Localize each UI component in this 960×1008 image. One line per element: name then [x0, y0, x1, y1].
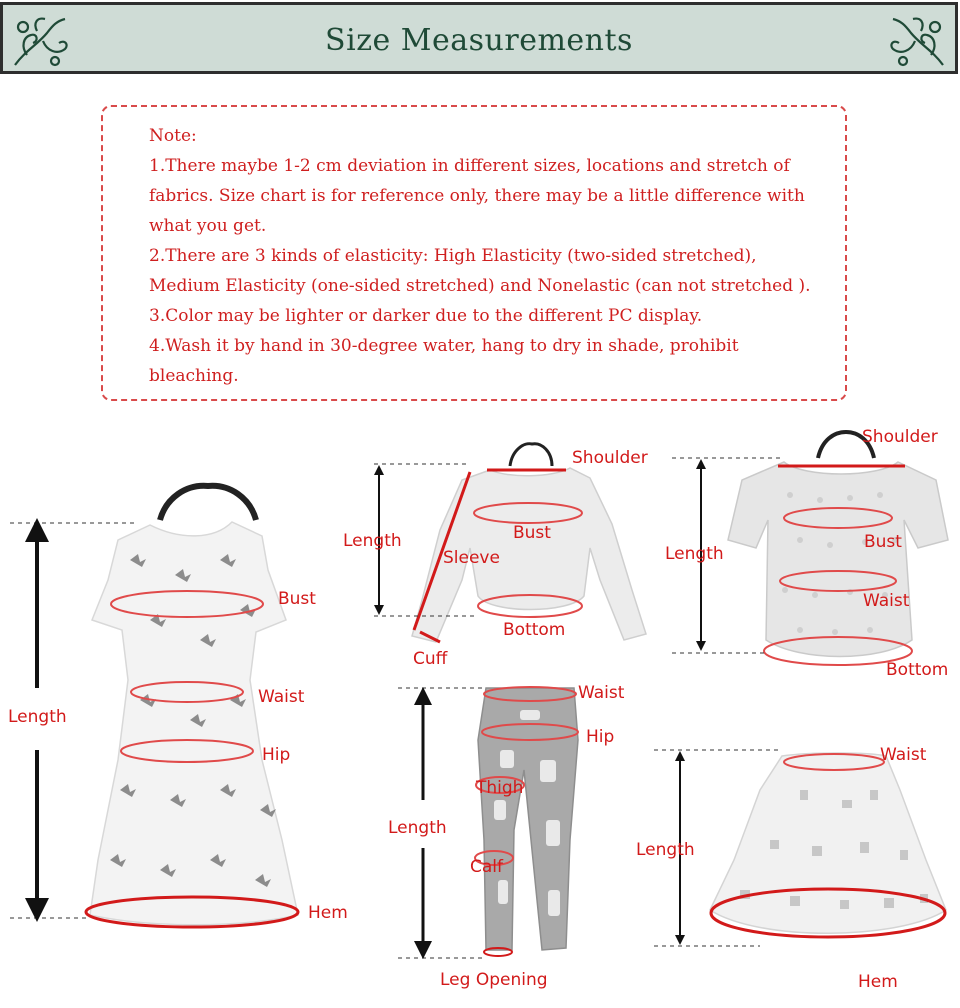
page-title: Size Measurements	[325, 23, 633, 58]
skirt-hem-label: Hem	[858, 972, 898, 992]
sweater-sleeve-label: Sleeve	[443, 548, 500, 568]
jeans-waist-label: Waist	[578, 683, 625, 703]
dress-hip-label: Hip	[262, 745, 291, 765]
skirt-waist-label: Waist	[880, 745, 927, 765]
jeans-leg-opening-label: Leg Opening	[440, 970, 548, 990]
note-line-3: 3.Color may be lighter or darker due to the different PC display.	[149, 306, 703, 326]
skirt-length-label: Length	[636, 840, 695, 860]
tee-bottom-label: Bottom	[886, 660, 949, 680]
tee-length-label: Length	[665, 544, 724, 564]
dress-length-label: Length	[8, 707, 67, 727]
jeans-length-label: Length	[388, 818, 447, 838]
tee-shoulder-label: Shoulder	[862, 427, 938, 447]
dress-hem-label: Hem	[308, 903, 348, 923]
dress-bust-label: Bust	[278, 589, 316, 609]
sweater-cuff-label: Cuff	[413, 649, 448, 669]
note-line-2: 2.There are 3 kinds of elasticity: High Elasticity (two-sided stretched), Medium Elasticity (one-sided stretched) and Nonelastic (can not stretched ).	[149, 246, 811, 296]
jeans-hip-label: Hip	[586, 727, 615, 747]
sweater-shoulder-label: Shoulder	[572, 448, 648, 468]
sweater-length-label: Length	[343, 531, 402, 551]
sweater-bust-label: Bust	[513, 523, 551, 543]
jeans-calf-label: Calf	[470, 857, 503, 877]
sweater-bottom-label: Bottom	[503, 620, 566, 640]
skirt-figure	[654, 750, 946, 946]
note-line-1: 1.There maybe 1-2 cm deviation in different sizes, locations and stretch of fabrics. Size chart is for reference only, there may be a little difference with what you get.	[149, 156, 805, 236]
jeans-thigh-label: Thigh	[476, 778, 524, 798]
note-heading: Note:	[149, 126, 197, 146]
tee-bust-label: Bust	[864, 532, 902, 552]
tee-waist-label: Waist	[863, 591, 910, 611]
dress-waist-label: Waist	[258, 687, 305, 707]
note-line-4: 4.Wash it by hand in 30-degree water, hang to dry in shade, prohibit bleaching.	[149, 336, 739, 386]
sweater-figure	[374, 444, 646, 642]
